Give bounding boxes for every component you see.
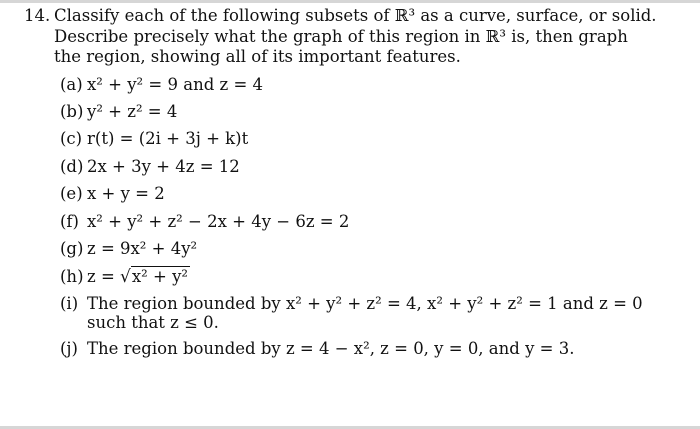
part-description: The region bounded by z = 4 − x², z = 0, y = 0, and y = 3. [87, 339, 575, 359]
part-label: (g) [60, 239, 84, 259]
part-c [60, 129, 674, 150]
part-equation: y² + z² = 4 [87, 101, 178, 121]
equation-prefix: z = [87, 266, 121, 286]
part-equation: r(t) = (2i + 3j + k)t [87, 129, 249, 149]
parts-list [24, 75, 674, 360]
problem-number: 14. [24, 6, 51, 25]
part-label: (j) [60, 339, 78, 359]
part-f [60, 212, 674, 233]
problem-header [24, 6, 674, 68]
part-label: (d) [60, 156, 84, 176]
part-i [60, 294, 674, 332]
part-label: (f) [60, 211, 79, 231]
part-label: (i) [60, 294, 79, 314]
square-root-symbol: √ [120, 266, 131, 287]
part-label: (h) [60, 266, 84, 286]
part-h [60, 267, 674, 288]
part-equation: x² + y² + z² − 2x + 4y − 6z = 2 [87, 211, 350, 231]
part-label: (c) [60, 129, 83, 149]
part-e [60, 184, 674, 205]
problem-14 [24, 6, 674, 367]
part-equation: 2x + 3y + 4z = 12 [87, 156, 240, 176]
part-a [60, 75, 674, 96]
part-equation: x + y = 2 [87, 184, 165, 204]
part-equation [87, 267, 674, 288]
part-d [60, 157, 674, 178]
part-label: (e) [60, 184, 83, 204]
part-equation: z = 9x² + 4y² [87, 239, 198, 259]
part-label: (a) [60, 74, 83, 94]
square-root-argument: x² + y² [131, 266, 189, 286]
part-label: (b) [60, 101, 84, 121]
part-g [60, 239, 674, 260]
part-equation: x² + y² = 9 and z = 4 [87, 74, 264, 94]
top-border [0, 0, 700, 3]
problem-statement: Classify each of the following subsets of ℝ³ as a curve, surface, or solid. Describe precisely what the graph of this region in ℝ³ is, then graph the region, showing all of its important features. [54, 6, 657, 66]
part-b [60, 102, 674, 123]
part-j [60, 339, 674, 360]
part-description: The region bounded by x² + y² + z² = 4, x² + y² + z² = 1 and z = 0 such that z ≤ 0. [87, 294, 643, 333]
